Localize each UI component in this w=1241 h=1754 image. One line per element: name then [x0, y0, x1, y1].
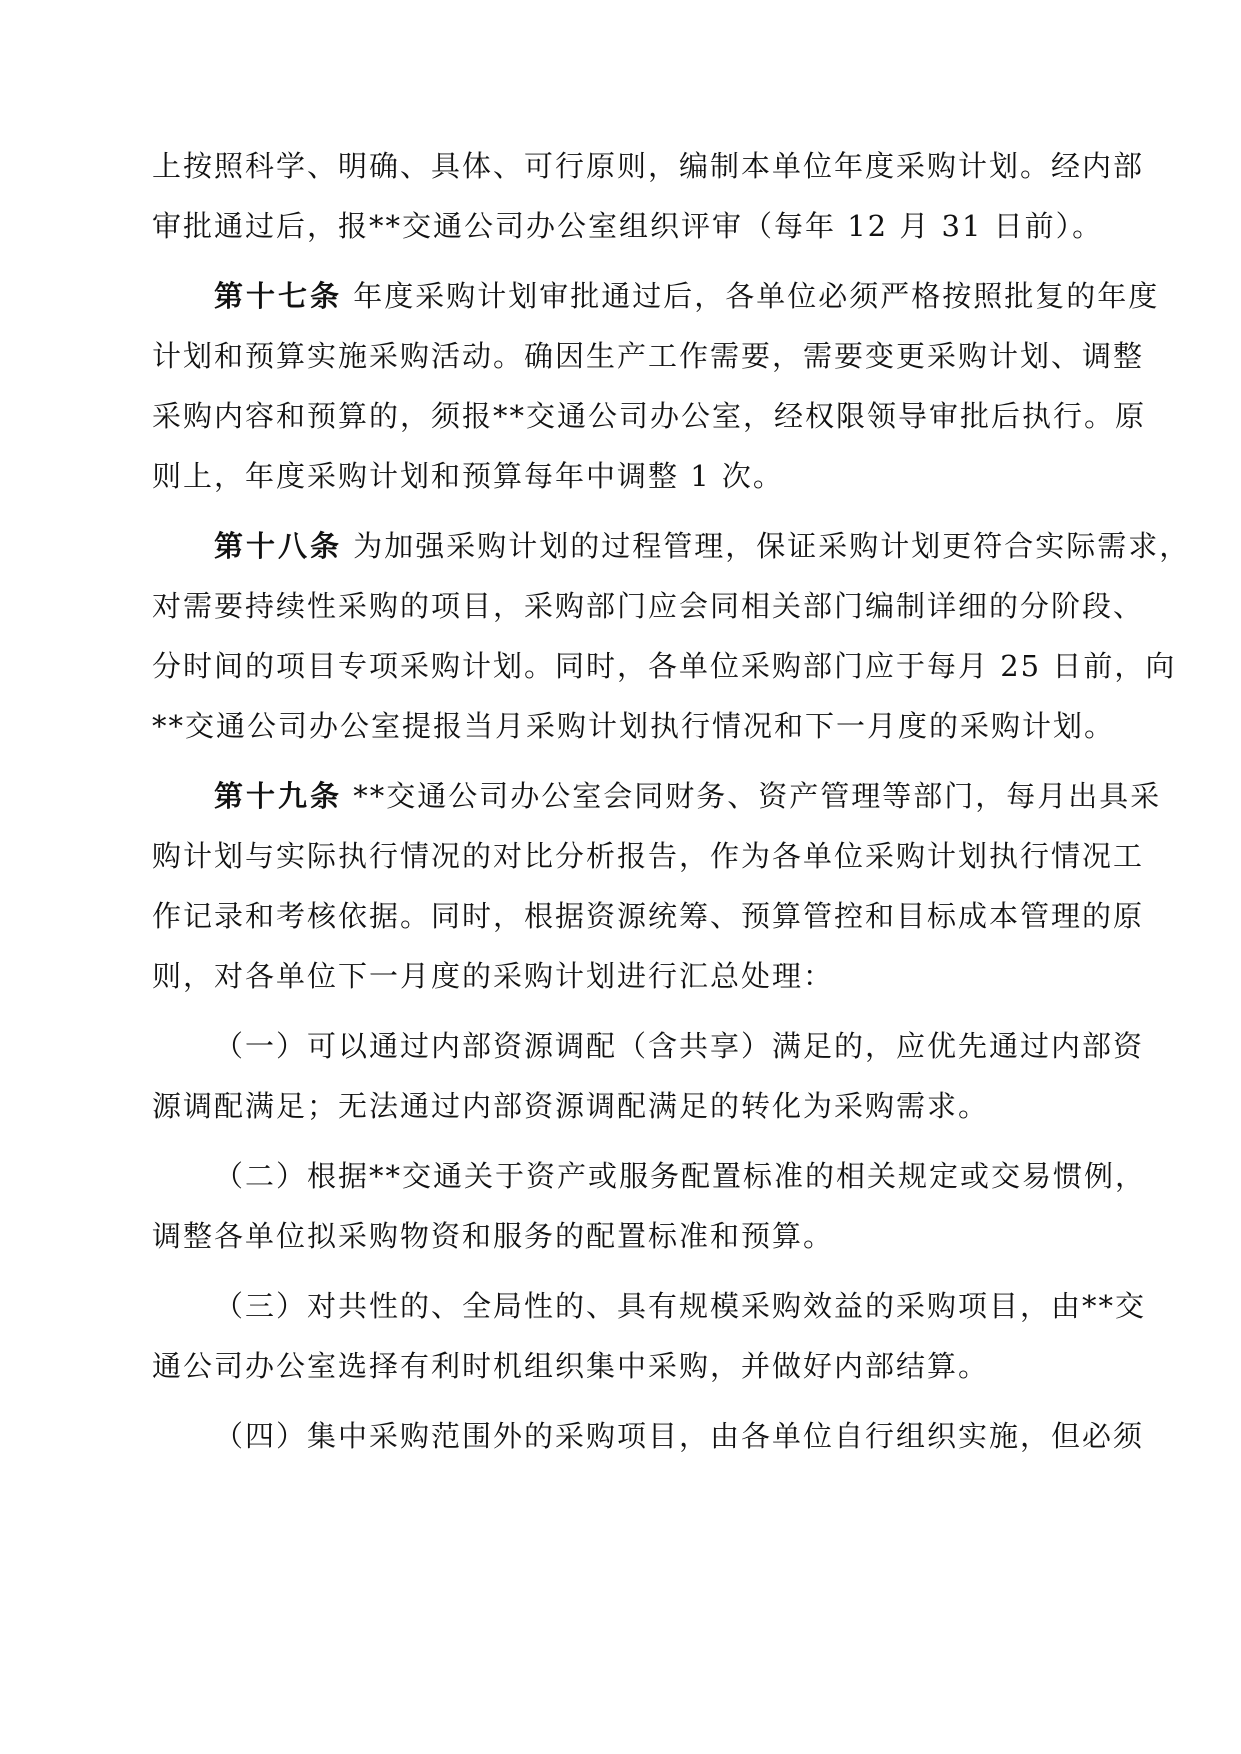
list-item-2-line: （二）根据**交通关于资产或服务配置标准的相关规定或交易惯例， — [214, 1159, 1147, 1193]
text-line: 源调配满足；无法通过内部资源调配满足的转化为采购需求。 — [152, 1089, 990, 1123]
text-line: 购计划与实际执行情况的对比分析报告，作为各单位采购计划执行情况工 — [152, 839, 1145, 873]
list-item-4-line: （四）集中采购范围外的采购项目，由各单位自行组织实施，但必须 — [214, 1419, 1145, 1453]
text-line: 则上，年度采购计划和预算每年中调整 1 次。 — [152, 459, 784, 493]
article-text: 为加强采购计划的过程管理，保证采购计划更符合实际需求， — [342, 529, 1191, 563]
article-18-line — [214, 526, 1191, 566]
list-item-1-line: （一）可以通过内部资源调配（含共享）满足的，应优先通过内部资 — [214, 1029, 1145, 1063]
text-line: 审批通过后，报**交通公司办公室组织评审（每年 12 月 31 日前）。 — [152, 209, 1104, 243]
text-line: **交通公司办公室提报当月采购计划执行情况和下一月度的采购计划。 — [152, 709, 1116, 743]
article-heading: 第十八条 — [214, 529, 343, 563]
article-text: 年度采购计划审批通过后，各单位必须严格按照批复的年度 — [342, 279, 1160, 313]
text-line: 采购内容和预算的，须报**交通公司办公室，经权限领导审批后执行。原 — [152, 399, 1147, 433]
list-item-3-line: （三）对共性的、全局性的、具有规模采购效益的采购项目，由**交 — [214, 1289, 1147, 1323]
text-line: 对需要持续性采购的项目，采购部门应会同相关部门编制详细的分阶段、 — [152, 589, 1145, 623]
text-line: 调整各单位拟采购物资和服务的配置标准和预算。 — [152, 1219, 835, 1253]
article-heading: 第十七条 — [214, 279, 343, 313]
article-text: **交通公司办公室会同财务、资产管理等部门，每月出具采 — [342, 779, 1162, 813]
article-heading: 第十九条 — [214, 779, 343, 813]
text-line: 则，对各单位下一月度的采购计划进行汇总处理： — [152, 959, 835, 993]
text-line: 作记录和考核依据。同时，根据资源统筹、预算管控和目标成本管理的原 — [152, 899, 1145, 933]
text-line: 上按照科学、明确、具体、可行原则，编制本单位年度采购计划。经内部 — [152, 149, 1145, 183]
text-line: 分时间的项目专项采购计划。同时，各单位采购部门应于每月 25 日前，向 — [152, 649, 1177, 683]
article-17-line — [214, 276, 1160, 316]
text-line: 计划和预算实施采购活动。确因生产工作需要，需要变更采购计划、调整 — [152, 339, 1145, 373]
article-19-line — [214, 776, 1162, 816]
text-line: 通公司办公室选择有利时机组织集中采购，并做好内部结算。 — [152, 1349, 990, 1383]
